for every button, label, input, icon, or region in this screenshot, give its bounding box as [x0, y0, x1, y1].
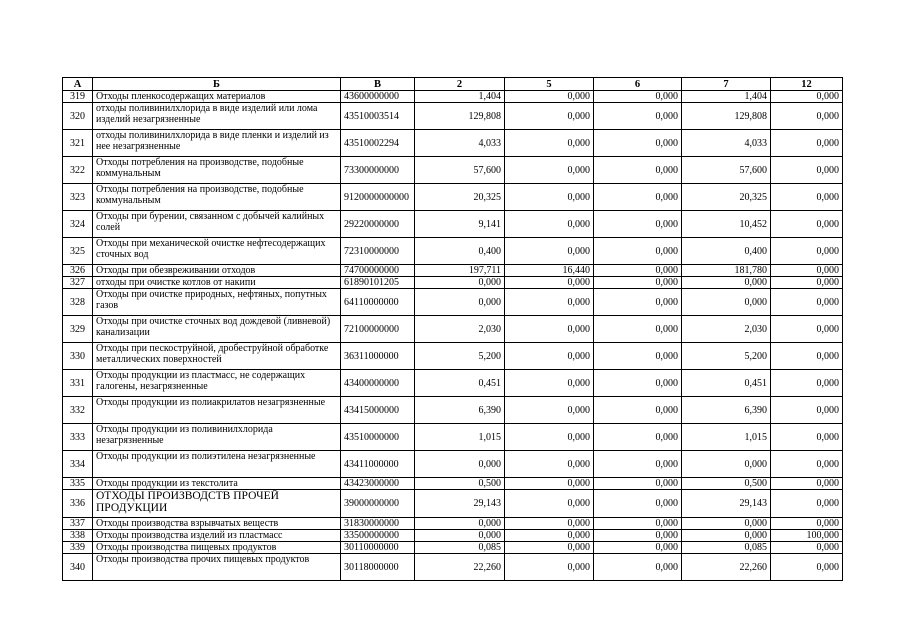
row-number: 335 — [63, 478, 93, 490]
header-row — [63, 78, 843, 91]
col-12-value: 0,000 — [771, 103, 843, 130]
waste-code: 43415000000 — [341, 397, 415, 424]
col-2-value: 0,451 — [415, 370, 505, 397]
table-row — [63, 289, 843, 316]
col-6-value: 0,000 — [594, 554, 682, 581]
waste-name: Отходы при бурении, связанном с добычей калийных солей — [93, 211, 341, 238]
col-2-value: 0,500 — [415, 478, 505, 490]
waste-name: отходы при очистке котлов от накипи — [93, 277, 341, 289]
waste-name: Отходы продукции из поливинилхлорида незагрязненные — [93, 424, 341, 451]
row-number: 322 — [63, 157, 93, 184]
header-col-6: 6 — [594, 78, 682, 91]
waste-name: Отходы производства прочих пищевых продуктов — [93, 554, 341, 581]
table-row — [63, 277, 843, 289]
waste-code: 43411000000 — [341, 451, 415, 478]
waste-name: Отходы производства пищевых продуктов — [93, 542, 341, 554]
col-5-value: 0,000 — [505, 316, 594, 343]
header-col-a: А — [63, 78, 93, 91]
table-row — [63, 103, 843, 130]
col-5-value: 0,000 — [505, 424, 594, 451]
col-2-value: 0,000 — [415, 289, 505, 316]
col-5-value: 0,000 — [505, 518, 594, 530]
col-6-value: 0,000 — [594, 238, 682, 265]
col-2-value: 57,600 — [415, 157, 505, 184]
col-2-value: 129,808 — [415, 103, 505, 130]
col-6-value: 0,000 — [594, 265, 682, 277]
waste-name: Отходы пленкосодержащих материалов — [93, 91, 341, 103]
col-7-value: 0,500 — [682, 478, 771, 490]
col-6-value: 0,000 — [594, 184, 682, 211]
waste-code: 73300000000 — [341, 157, 415, 184]
col-2-value: 9,141 — [415, 211, 505, 238]
waste-name: Отходы продукции из полиакрилатов незагрязненные — [93, 397, 341, 424]
col-7-value: 129,808 — [682, 103, 771, 130]
col-12-value: 0,000 — [771, 316, 843, 343]
table-row — [63, 316, 843, 343]
waste-name: отходы поливинилхлорида в виде изделий или лома изделий незагрязненные — [93, 103, 341, 130]
col-2-value: 22,260 — [415, 554, 505, 581]
col-2-value: 29,143 — [415, 490, 505, 518]
col-6-value: 0,000 — [594, 211, 682, 238]
col-6-value: 0,000 — [594, 424, 682, 451]
row-number: 337 — [63, 518, 93, 530]
row-number: 328 — [63, 289, 93, 316]
col-6-value: 0,000 — [594, 542, 682, 554]
row-number: 332 — [63, 397, 93, 424]
table-row — [63, 530, 843, 542]
table-header — [63, 78, 843, 91]
col-5-value: 0,000 — [505, 542, 594, 554]
col-6-value: 0,000 — [594, 103, 682, 130]
col-7-value: 0,000 — [682, 451, 771, 478]
col-5-value: 0,000 — [505, 343, 594, 370]
col-2-value: 20,325 — [415, 184, 505, 211]
waste-code: 30118000000 — [341, 554, 415, 581]
waste-code: 29220000000 — [341, 211, 415, 238]
table-row — [63, 238, 843, 265]
waste-code: 30110000000 — [341, 542, 415, 554]
col-12-value: 0,000 — [771, 542, 843, 554]
waste-code: 9120000000000 — [341, 184, 415, 211]
table-row — [63, 370, 843, 397]
col-6-value: 0,000 — [594, 130, 682, 157]
col-2-value: 1,015 — [415, 424, 505, 451]
col-2-value: 5,200 — [415, 343, 505, 370]
col-7-value: 0,000 — [682, 289, 771, 316]
table-row — [63, 91, 843, 103]
col-5-value: 0,000 — [505, 130, 594, 157]
waste-code: 43400000000 — [341, 370, 415, 397]
table-row — [63, 451, 843, 478]
waste-code: 33500000000 — [341, 530, 415, 542]
col-7-value: 0,000 — [682, 277, 771, 289]
waste-name: Отходы при обезвреживании отходов — [93, 265, 341, 277]
col-2-value: 1,404 — [415, 91, 505, 103]
col-12-value: 0,000 — [771, 265, 843, 277]
row-number: 323 — [63, 184, 93, 211]
row-number: 333 — [63, 424, 93, 451]
row-number: 334 — [63, 451, 93, 478]
col-7-value: 1,015 — [682, 424, 771, 451]
col-6-value: 0,000 — [594, 289, 682, 316]
col-12-value: 100,000 — [771, 530, 843, 542]
row-number: 320 — [63, 103, 93, 130]
waste-name: Отходы продукции из пластмасс, не содержащих галогены, незагрязненные — [93, 370, 341, 397]
table-row — [63, 490, 843, 518]
row-number: 327 — [63, 277, 93, 289]
waste-name: Отходы при очистке сточных вод дождевой (ливневой) канализации — [93, 316, 341, 343]
col-2-value: 0,000 — [415, 518, 505, 530]
col-12-value: 0,000 — [771, 343, 843, 370]
waste-code: 61890101205 — [341, 277, 415, 289]
waste-code: 43510003514 — [341, 103, 415, 130]
col-6-value: 0,000 — [594, 478, 682, 490]
waste-code: 43510000000 — [341, 424, 415, 451]
col-6-value: 0,000 — [594, 277, 682, 289]
row-number: 326 — [63, 265, 93, 277]
col-6-value: 0,000 — [594, 451, 682, 478]
col-7-value: 5,200 — [682, 343, 771, 370]
waste-name: Отходы при пескоструйной, дробеструйной обработке металлических поверхностей — [93, 343, 341, 370]
row-number: 340 — [63, 554, 93, 581]
table-row — [63, 130, 843, 157]
col-6-value: 0,000 — [594, 343, 682, 370]
table-row — [63, 542, 843, 554]
waste-name: отходы поливинилхлорида в виде пленки и изделий из нее незагрязненные — [93, 130, 341, 157]
table-row — [63, 184, 843, 211]
header-col-v: В — [341, 78, 415, 91]
col-5-value: 0,000 — [505, 211, 594, 238]
col-7-value: 0,000 — [682, 518, 771, 530]
row-number: 339 — [63, 542, 93, 554]
table-row — [63, 397, 843, 424]
waste-name: Отходы при механической очистке нефтесодержащих сточных вод — [93, 238, 341, 265]
col-5-value: 0,000 — [505, 478, 594, 490]
col-5-value: 0,000 — [505, 554, 594, 581]
table-row — [63, 265, 843, 277]
col-6-value: 0,000 — [594, 91, 682, 103]
col-12-value: 0,000 — [771, 424, 843, 451]
col-5-value: 0,000 — [505, 451, 594, 478]
waste-code: 72310000000 — [341, 238, 415, 265]
row-number: 336 — [63, 490, 93, 518]
table-row — [63, 554, 843, 581]
waste-name: Отходы при очистке природных, нефтяных, попутных газов — [93, 289, 341, 316]
col-7-value: 181,780 — [682, 265, 771, 277]
col-5-value: 0,000 — [505, 277, 594, 289]
header-col-5: 5 — [505, 78, 594, 91]
col-5-value: 0,000 — [505, 490, 594, 518]
col-2-value: 6,390 — [415, 397, 505, 424]
row-number: 329 — [63, 316, 93, 343]
col-12-value: 0,000 — [771, 478, 843, 490]
col-12-value: 0,000 — [771, 91, 843, 103]
waste-table — [62, 77, 843, 581]
table-row — [63, 343, 843, 370]
col-2-value: 0,400 — [415, 238, 505, 265]
col-2-value: 0,085 — [415, 542, 505, 554]
col-6-value: 0,000 — [594, 530, 682, 542]
table-row — [63, 211, 843, 238]
col-7-value: 29,143 — [682, 490, 771, 518]
row-number: 324 — [63, 211, 93, 238]
col-2-value: 0,000 — [415, 530, 505, 542]
col-12-value: 0,000 — [771, 184, 843, 211]
col-7-value: 57,600 — [682, 157, 771, 184]
col-6-value: 0,000 — [594, 518, 682, 530]
table-row — [63, 518, 843, 530]
col-7-value: 4,033 — [682, 130, 771, 157]
col-12-value: 0,000 — [771, 130, 843, 157]
header-col-7: 7 — [682, 78, 771, 91]
waste-name: Отходы производства взрывчатых веществ — [93, 518, 341, 530]
col-6-value: 0,000 — [594, 397, 682, 424]
waste-name: Отходы продукции из полиэтилена незагрязненные — [93, 451, 341, 478]
col-12-value: 0,000 — [771, 211, 843, 238]
header-col-12: 12 — [771, 78, 843, 91]
col-12-value: 0,000 — [771, 397, 843, 424]
row-number: 321 — [63, 130, 93, 157]
row-number: 319 — [63, 91, 93, 103]
col-7-value: 10,452 — [682, 211, 771, 238]
waste-name: Отходы потребления на производстве, подобные коммунальным — [93, 184, 341, 211]
col-7-value: 0,451 — [682, 370, 771, 397]
waste-code: 74700000000 — [341, 265, 415, 277]
table-row — [63, 478, 843, 490]
row-number: 330 — [63, 343, 93, 370]
waste-code: 43510002294 — [341, 130, 415, 157]
col-6-value: 0,000 — [594, 316, 682, 343]
waste-table-sheet — [62, 77, 843, 581]
col-7-value: 0,000 — [682, 530, 771, 542]
col-12-value: 0,000 — [771, 490, 843, 518]
col-2-value: 0,000 — [415, 451, 505, 478]
col-12-value: 0,000 — [771, 370, 843, 397]
col-5-value: 16,440 — [505, 265, 594, 277]
col-7-value: 0,400 — [682, 238, 771, 265]
col-12-value: 0,000 — [771, 451, 843, 478]
col-7-value: 0,085 — [682, 542, 771, 554]
col-6-value: 0,000 — [594, 370, 682, 397]
col-5-value: 0,000 — [505, 530, 594, 542]
row-number: 325 — [63, 238, 93, 265]
waste-code: 43600000000 — [341, 91, 415, 103]
col-6-value: 0,000 — [594, 157, 682, 184]
waste-name: Отходы производства изделий из пластмасс — [93, 530, 341, 542]
waste-name: Отходы потребления на производстве, подобные коммунальным — [93, 157, 341, 184]
col-12-value: 0,000 — [771, 554, 843, 581]
col-5-value: 0,000 — [505, 397, 594, 424]
waste-code: 39000000000 — [341, 490, 415, 518]
col-12-value: 0,000 — [771, 238, 843, 265]
row-number: 338 — [63, 530, 93, 542]
waste-name: Отходы продукции из текстолита — [93, 478, 341, 490]
table-row — [63, 157, 843, 184]
col-7-value: 20,325 — [682, 184, 771, 211]
waste-code: 72100000000 — [341, 316, 415, 343]
waste-code: 43423000000 — [341, 478, 415, 490]
row-number: 331 — [63, 370, 93, 397]
col-2-value: 2,030 — [415, 316, 505, 343]
col-5-value: 0,000 — [505, 91, 594, 103]
col-12-value: 0,000 — [771, 157, 843, 184]
col-7-value: 22,260 — [682, 554, 771, 581]
col-2-value: 197,711 — [415, 265, 505, 277]
waste-name: ОТХОДЫ ПРОИЗВОДСТВ ПРОЧЕЙ ПРОДУКЦИИ — [93, 490, 341, 518]
col-12-value: 0,000 — [771, 289, 843, 316]
col-7-value: 2,030 — [682, 316, 771, 343]
col-5-value: 0,000 — [505, 370, 594, 397]
col-2-value: 0,000 — [415, 277, 505, 289]
header-col-b: Б — [93, 78, 341, 91]
col-12-value: 0,000 — [771, 277, 843, 289]
waste-code: 64110000000 — [341, 289, 415, 316]
col-12-value: 0,000 — [771, 518, 843, 530]
table-row — [63, 424, 843, 451]
table-body — [63, 91, 843, 581]
col-5-value: 0,000 — [505, 238, 594, 265]
header-col-2: 2 — [415, 78, 505, 91]
col-5-value: 0,000 — [505, 157, 594, 184]
col-5-value: 0,000 — [505, 184, 594, 211]
col-5-value: 0,000 — [505, 289, 594, 316]
waste-code: 36311000000 — [341, 343, 415, 370]
col-5-value: 0,000 — [505, 103, 594, 130]
col-6-value: 0,000 — [594, 490, 682, 518]
col-2-value: 4,033 — [415, 130, 505, 157]
col-7-value: 6,390 — [682, 397, 771, 424]
waste-code: 31830000000 — [341, 518, 415, 530]
col-7-value: 1,404 — [682, 91, 771, 103]
